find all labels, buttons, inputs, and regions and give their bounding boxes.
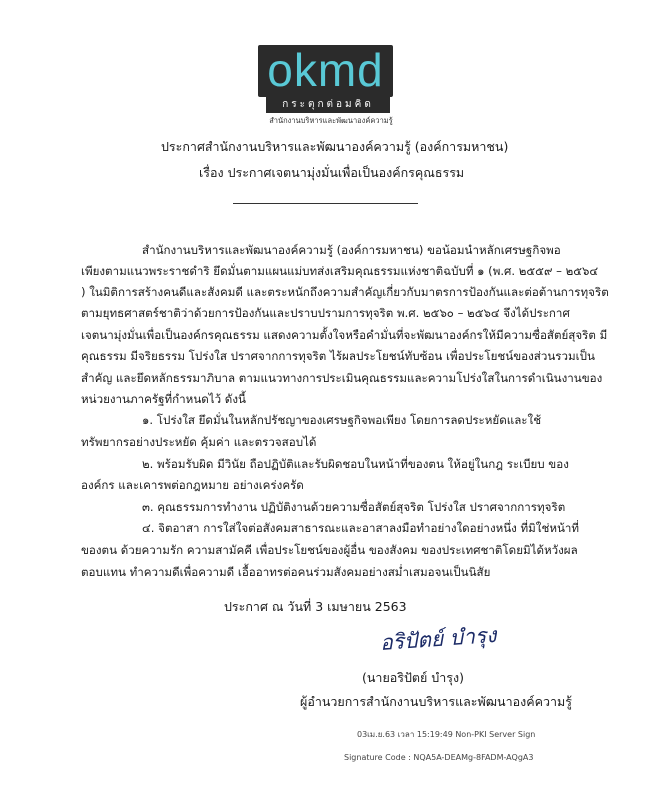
announcement-subject: เรื่อง ประกาศเจตนามุ่งมั่นเพื่อเป็นองค์กรคุณธรรม xyxy=(199,165,465,180)
handwritten-signature: อริปัตย์ บำรุง xyxy=(379,622,498,656)
body-line: คุณธรรม มีจริยธรรม โปร่งใส ปราศจากการทุจริต ไร้ผลประโยชน์ทับซ้อน เพื่อประโยชน์ของส่วนรวมเป็น xyxy=(81,349,595,363)
announcement-title: ประกาศสำนักงานบริหารและพัฒนาองค์ความรู้ (องค์การมหาชน) xyxy=(161,139,509,154)
body-line: สำคัญ และยึดหลักธรรมาภิบาล ตามแนวทางการประเมินคุณธรรมและความโปร่งใสในการดำเนินงานของ xyxy=(81,371,603,385)
policy-item-1: ๑. โปร่งใส ยึดมั่นในหลักปรัชญาของเศรษฐกิจพอเพียง โดยการลดประหยัดและใช้ xyxy=(142,413,542,427)
header-divider xyxy=(233,203,418,204)
body-line: ของตน ด้วยความรัก ความสามัคคี เพื่อประโยชน์ของผู้อื่น ของสังคม ของประเทศชาติโดยมิได้หวังผล xyxy=(81,543,578,557)
policy-item-4: ๔. จิตอาสา การใส่ใจต่อสังคมสาธารณะและอาสาลงมือทำอย่างใดอย่างหนึ่ง ที่มิใช่หน้าที่ xyxy=(142,521,580,535)
logo-agency: สำนักงานบริหารและพัฒนาองค์ความรู้ xyxy=(269,116,393,125)
policy-item-2: ๒. พร้อมรับผิด มีวินัย ถือปฏิบัติและรับผิดชอบในหน้าที่ของตน ให้อยู่ในกฎ ระเบียบ ของ xyxy=(142,457,569,471)
body-line: เพียงตามแนวพระราชดำริ ยึดมั่นตามแผนแม่บทส่งเสริมคุณธรรมแห่งชาติฉบับที่ ๑ (พ.ศ. ๒๕๕๙ – ๒๕๖๔ xyxy=(81,264,599,278)
body-line: ตามยุทธศาสตร์ชาติว่าด้วยการป้องกันและปราบปรามการทุจริต พ.ศ. ๒๕๖๐ – ๒๕๖๔ จึงได้ประกาศ xyxy=(81,306,570,320)
signer-name: (นายอริปัตย์ บำรุง) xyxy=(362,670,464,685)
logo-brand: okmd xyxy=(258,45,393,97)
signature-code: Signature Code : NQA5A-DEAMg-8FADM-AQgA3 xyxy=(344,753,534,762)
signer-title: ผู้อำนวยการสำนักงานบริหารและพัฒนาองค์ความรู้ xyxy=(300,694,572,709)
policy-item-3: ๓. คุณธรรมการทำงาน ปฏิบัติงานด้วยความซื่อสัตย์สุจริต โปร่งใส ปราศจากการทุจริต xyxy=(142,500,566,514)
body-line: เจตนามุ่งมั่นเพื่อเป็นองค์กรคุณธรรม แสดงความตั้งใจหรือคำมั่นที่จะพัฒนาองค์กรให้มีความซื่อสัตย์สุจริต มี xyxy=(81,328,608,342)
sign-metadata: 03เม.ย.63 เวลา 15:19:49 Non-PKI Server Sign xyxy=(357,730,536,739)
body-line: สำนักงานบริหารและพัฒนาองค์ความรู้ (องค์การมหาชน) ขอน้อมนำหลักเศรษฐกิจพอ xyxy=(142,243,561,257)
logo-thai-name: กระตุกต่อมคิด xyxy=(266,96,390,113)
body-line: องค์กร และเคารพต่อกฎหมาย อย่างเคร่งครัด xyxy=(81,478,304,492)
okmd-logo xyxy=(258,45,393,125)
body-line: หน่วยงานภาครัฐที่กำหนดไว้ ดังนี้ xyxy=(81,392,246,406)
announcement-date: ประกาศ ณ วันที่ 3 เมษายน 2563 xyxy=(224,599,407,614)
body-line: ตอบแทน ทำความดีเพื่อความดี เอื้ออาทรต่อคนร่วมสังคมอย่างสม่ำเสมอจนเป็นนิสัย xyxy=(81,565,491,579)
body-line: ทรัพยากรอย่างประหยัด คุ้มค่า และตรวจสอบได้ xyxy=(81,435,317,449)
body-line: ) ในมิติการสร้างคนดีและสังคมดี และตระหนักถึงความสำคัญเกี่ยวกับมาตรการป้องกันและต่อต้านการทุจริต xyxy=(81,285,609,299)
